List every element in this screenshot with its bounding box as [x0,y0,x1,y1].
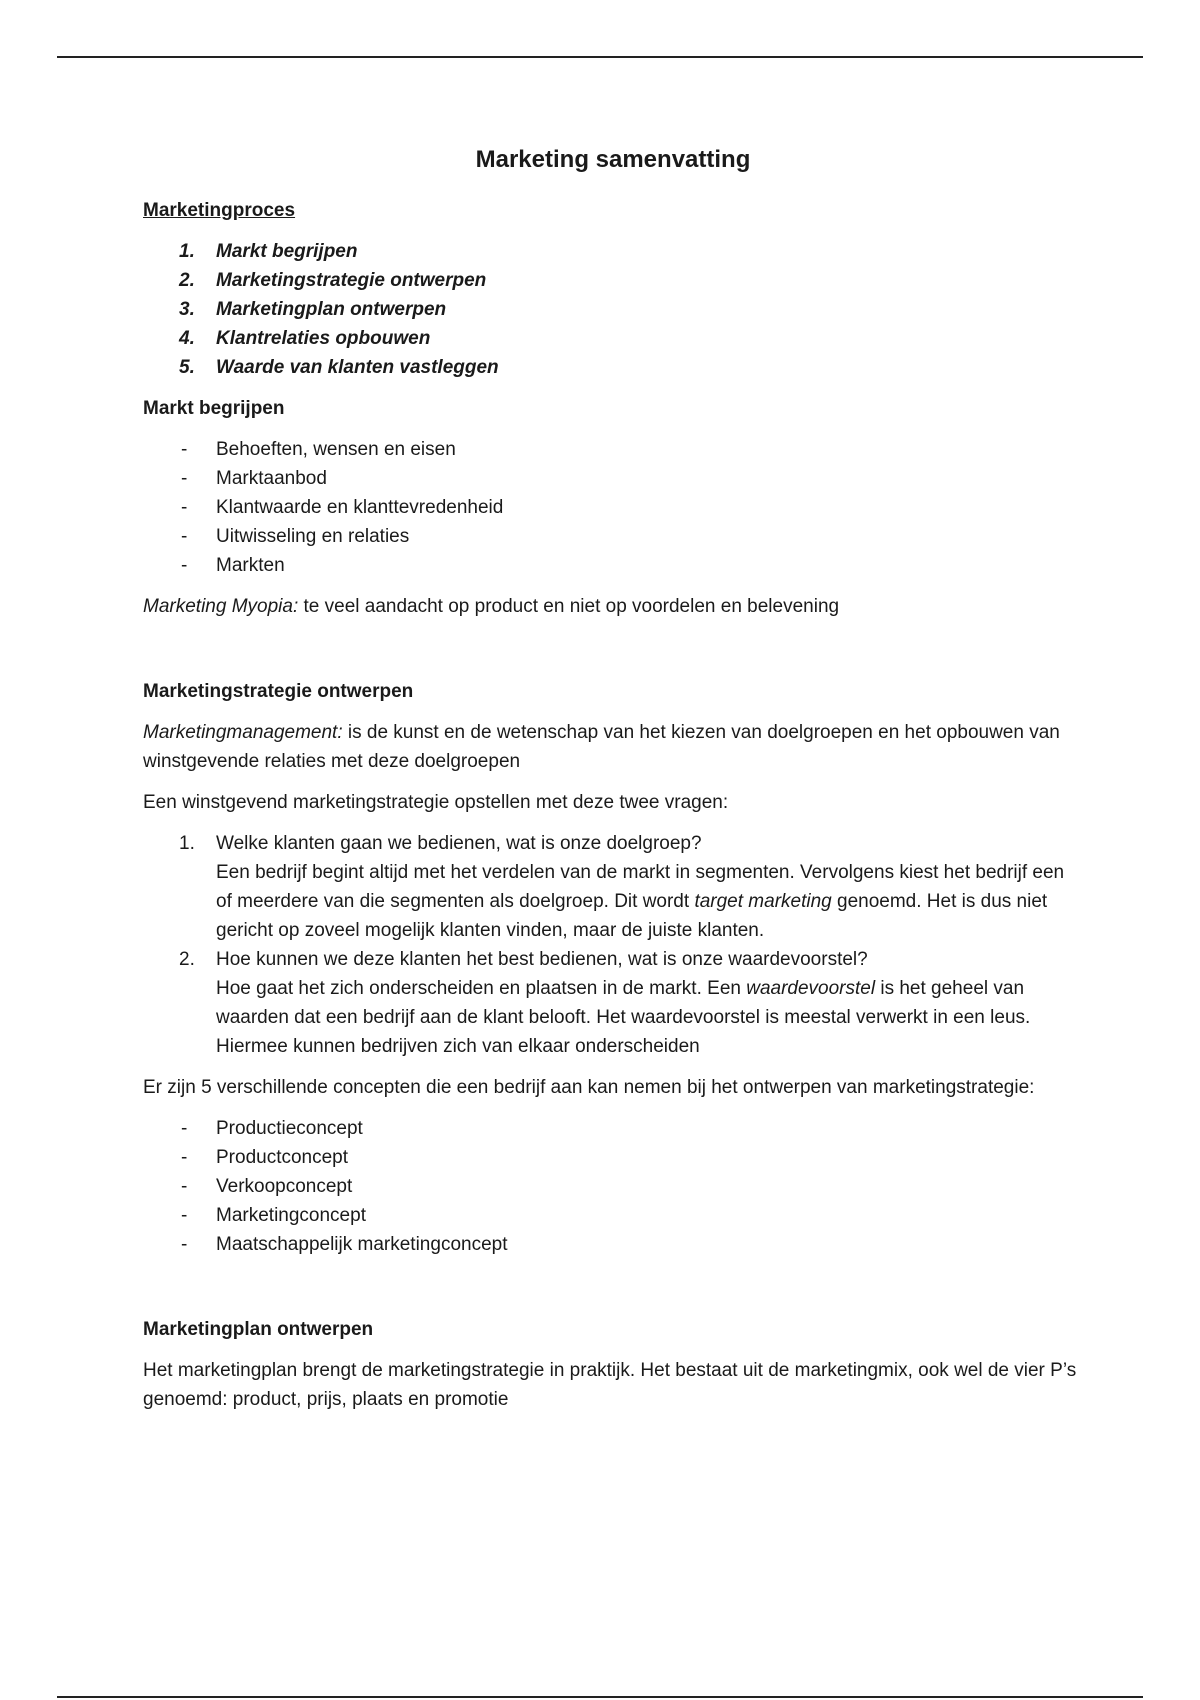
section-spacer [143,1271,1083,1315]
list-item: 2. Hoe kunnen we deze klanten het best bedienen, wat is onze waardevoorstel? Hoe gaat het zich onderscheiden en plaatsen in de markt. Een waardevoorstel is het geheel van waarden dat een bedrijf aan de klant belooft. Het waardevoorstel is meestal verwerkt in een leus. Hiermee kunnen bedrijven zich van elkaar onderscheiden [143,945,1083,1061]
question-body: Hoe gaat het zich onderscheiden en plaatsen in de markt. Een waardevoorstel is het geheel van waarden dat een bedrijf aan de klant belooft. Het waardevoorstel is meestal verwerkt in een leus. Hiermee kunnen bedrijven zich van elkaar onderscheiden [216,978,1031,1057]
list-item: 4. Klantrelaties opbouwen [179,328,431,349]
list-item: 2. Marketingstrategie ontwerpen [179,270,487,291]
list-item: - Marketingconcept [181,1205,366,1226]
management-text: is de kunst en de wetenschap van het kiezen van doelgroepen en het opbouwen van winstgevende relaties met deze doelgroepen [143,722,1060,772]
list-item: 1. Markt begrijpen [179,241,358,262]
section-spacer [143,633,1083,677]
markt-items-list [143,435,1083,580]
bottom-rule [57,1696,1143,1698]
strategy-questions-list [143,829,1083,1061]
question-text: Hoe kunnen we deze klanten het best bedienen, wat is onze waardevoorstel? [216,949,868,970]
heading-marketingproces: Marketingproces [143,200,296,221]
list-item: - Uitwisseling en relaties [181,526,410,547]
heading-marketingstrategie: Marketingstrategie ontwerpen [143,681,414,702]
list-item: 3. Marketingplan ontwerpen [179,299,447,320]
list-item: 1. Welke klanten gaan we bedienen, wat is onze doelgroep? Een bedrijf begint altijd met het verdelen van de markt in segmenten. Vervolgens kiest het bedrijf een of meerdere van die segmenten als doelgroep. Dit wordt target marketing genoemd. Het is dus niet gericht op zoveel mogelijk klanten vinden, maar de juiste klanten. [143,829,1083,945]
list-item: - Marktaanbod [181,468,327,489]
management-paragraph [143,718,1083,776]
plan-paragraph: Het marketingplan brengt de marketingstrategie in praktijk. Het bestaat uit de marketingmix, ook wel de vier P’s genoemd: product, prijs, plaats en promotie [143,1360,1077,1410]
top-rule [57,56,1143,58]
list-item: 5. Waarde van klanten vastleggen [179,357,499,378]
process-steps-list [143,237,1083,382]
heading-markt-begrijpen: Markt begrijpen [143,398,285,419]
myopia-text: te veel aandacht op product en niet op voordelen en belevening [298,596,840,617]
document-page [143,140,1083,1426]
question-body: Een bedrijf begint altijd met het verdelen van de markt in segmenten. Vervolgens kiest het bedrijf een of meerdere van die segmenten als doelgroep. Dit wordt target marketing genoemd. Het is dus niet gericht op zoveel mogelijk klanten vinden, maar de juiste klanten. [216,862,1065,941]
heading-marketingplan: Marketingplan ontwerpen [143,1319,374,1340]
myopia-paragraph [143,592,1083,621]
list-item: - Maatschappelijk marketingconcept [181,1234,508,1255]
list-item: - Productconcept [181,1147,349,1168]
myopia-term: Marketing Myopia: [143,596,299,617]
list-item: - Behoeften, wensen en eisen [181,439,456,460]
concepts-list [143,1114,1083,1259]
question-text: Welke klanten gaan we bedienen, wat is onze doelgroep? [216,833,702,854]
concepts-intro: Er zijn 5 verschillende concepten die een bedrijf aan kan nemen bij het ontwerpen van marketingstrategie: [143,1077,1035,1098]
list-item: - Verkoopconcept [181,1176,353,1197]
document-title: Marketing samenvatting [475,146,751,173]
management-term: Marketingmanagement: [143,722,343,743]
list-item: - Productieconcept [181,1118,363,1139]
list-item: - Klantwaarde en klanttevredenheid [181,497,504,518]
list-item: - Markten [181,555,285,576]
questions-intro: Een winstgevend marketingstrategie opstellen met deze twee vragen: [143,792,729,813]
